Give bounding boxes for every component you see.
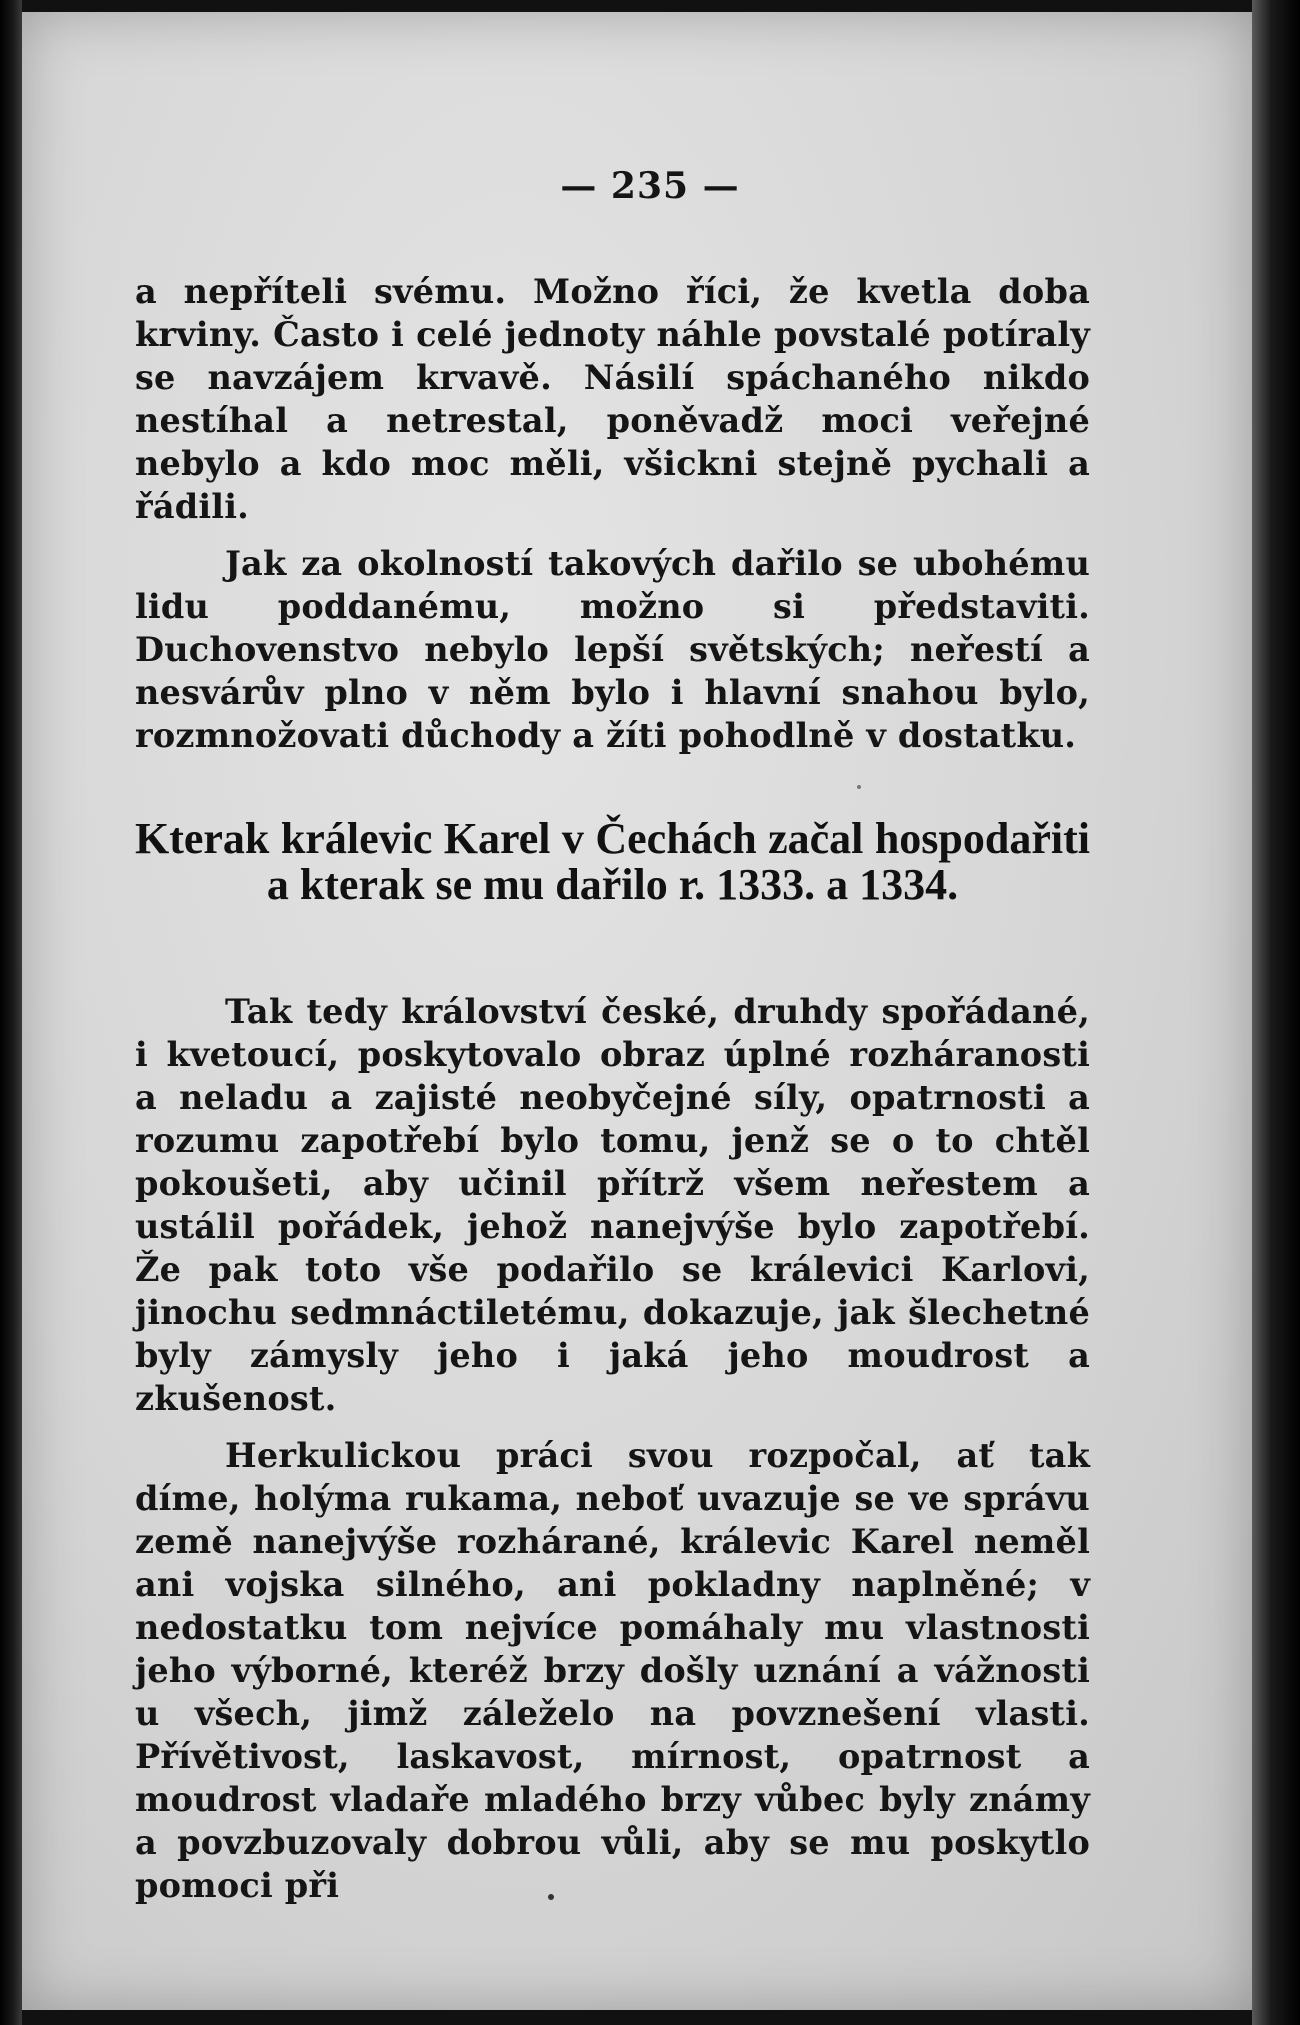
paragraph-herculean-work: Herkulickou práci svou rozpočal, ať tak díme, holýma rukama, neboť uvazuje se ve správu země nanejvýše rozhárané, králevic Karel neměl ani vojska silného, ani pokladny naplněné; v nedostatku tom nejvíce pomáhaly mu vlastnosti jeho výborné, kteréž brzy došly uznání a vážnosti u všech, jimž záleželo na povznešení vlasti. Přívětivost, laskavost, mírnost, opatrnost a moudrost vladaře mladého brzy vůbec byly známy a povzbuzovaly dobrou vůli, aby se mu poskytlo pomoci při (135, 1436, 1090, 1905)
left-page-edge (0, 0, 22, 2025)
chapter-heading: Kterak králevic Karel v Čechách začal hospodařiti a kterak se mu dařilo r. 1333. a 1334. (135, 814, 1090, 909)
paragraph-kingdom: Tak tedy království české, druhdy spořádané, i kvetoucí, poskytovalo obraz úplné rozháranosti a neladu a zajisté neobyčejné síly, opatrnosti a rozumu zapotřebí bylo tomu, jenž se o to chtěl pokoušeti, aby učinil přítrž všem neřestem a ustálil pořádek, jehož nanejvýše bylo zapotřebí. Že pak toto vše podařilo se králevici Karlovi, jinochu sedmnáctiletému, dokazuje, jak šlechetné byly zámysly jeho i jaká jeho moudrost a zkušenost. (135, 992, 1090, 1418)
right-page-edge (1252, 0, 1300, 2025)
page-number: — 235 — (560, 165, 740, 207)
paragraph-continuation: a nepříteli svému. Možno říci, že kvetla doba krviny. Často i celé jednoty náhle povstalé potíraly se navzájem krvavě. Násilí spáchaného nikdo nestíhal a netrestal, poněvadž moci veřejné nebylo a kdo moc měli, všickni stejně pychali a řádili. (135, 272, 1090, 526)
top-text-block (135, 270, 1090, 757)
bottom-text-block (135, 990, 1090, 1907)
ink-speck (548, 1894, 554, 1900)
paragraph-clergy: Jak za okolností takových dařilo se ubohému lidu poddanému, možno si představiti. Duchovenstvo nebylo lepší světských; neřestí a nesvárův plno v něm bylo i hlavní snahou bylo, rozmnožovati důchody a žíti pohodlně v dostatku. (135, 544, 1090, 755)
ink-speck (857, 785, 861, 789)
